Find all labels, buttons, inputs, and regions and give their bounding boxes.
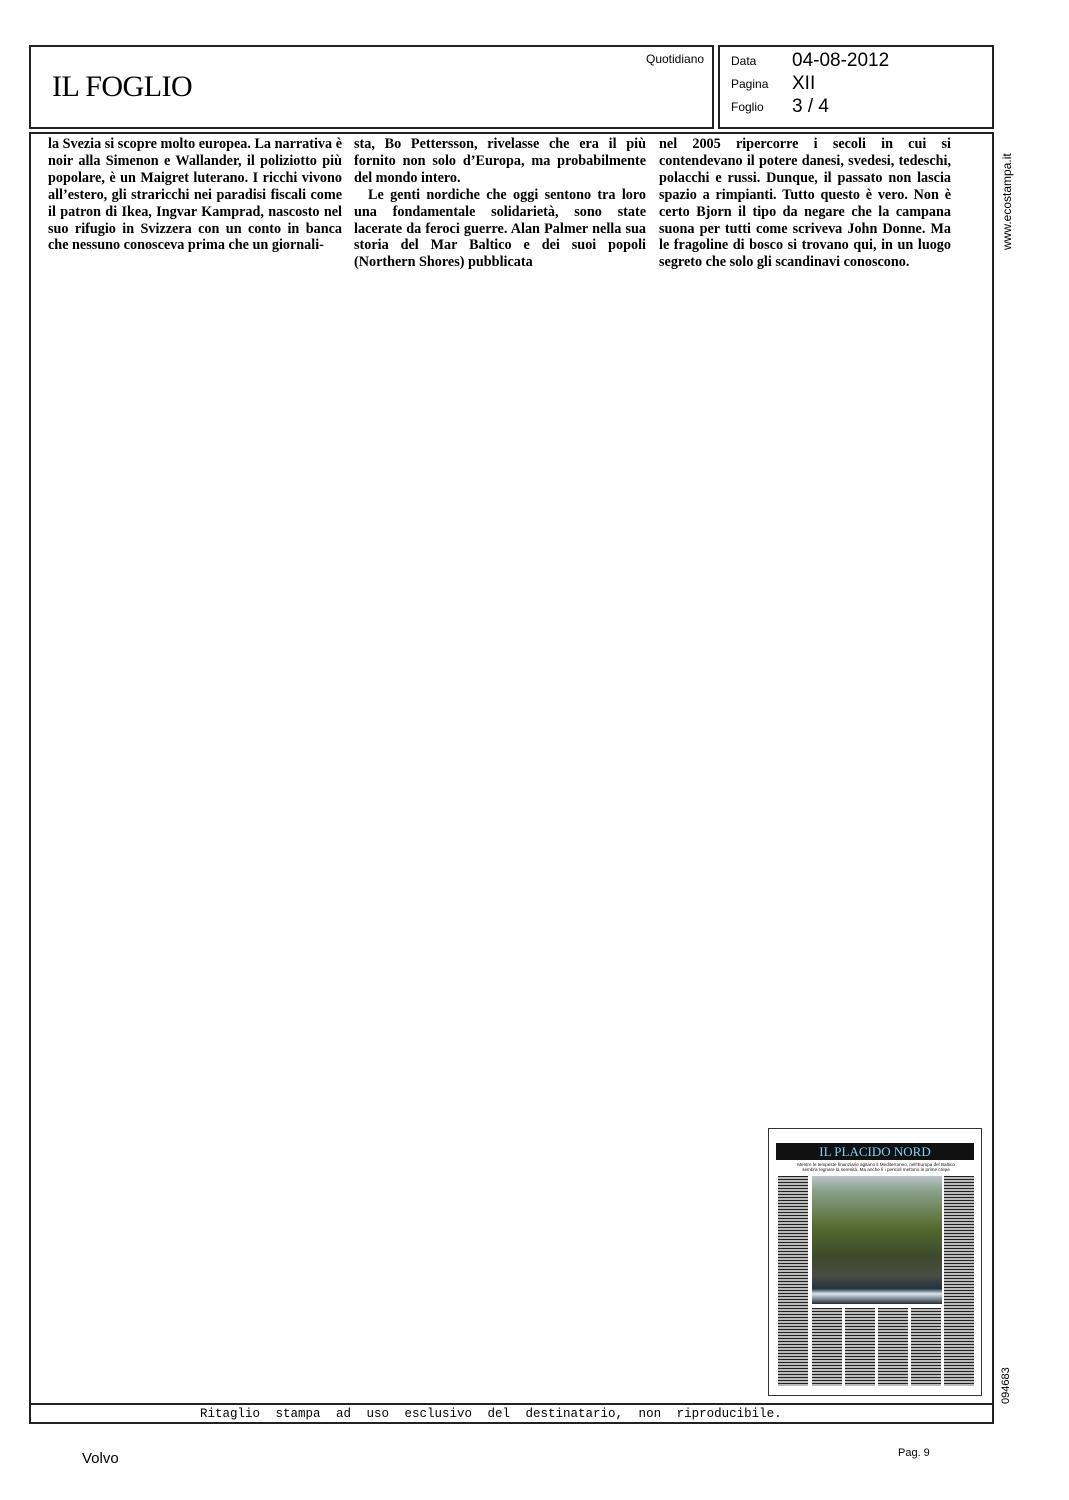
page-number: Pag. 9 [898, 1447, 930, 1459]
article-paragraph: Le genti nordiche che oggi sentono tra loro una fondamentale solidarietà, sono state lacerate da feroci guerre. Alan Palmer nella sua storia del Mar Baltico e dei suoi popoli (Northern Shores) pubblicata [354, 186, 646, 271]
meta-value-date: 04-08-2012 [792, 50, 890, 71]
thumbnail-text-column [944, 1176, 974, 1386]
thumbnail-text-column [845, 1308, 875, 1386]
thumbnail-subhead: Mentre le tempeste finanziarie agitano il Mediterraneo, nell’Europa del Baltico sembra regnare la serenità. Ma anche lì i pericoli mettono le prime crepe [797, 1162, 955, 1172]
meta-value-sheet: 3 / 4 [792, 96, 829, 117]
article-column-3 [659, 136, 951, 271]
article-column-2 [354, 136, 646, 271]
meta-label-date: Data [731, 54, 757, 68]
thumbnail-photo [812, 1176, 942, 1304]
thumbnail-text-column [911, 1308, 941, 1386]
article-paragraph: nel 2005 ripercorre i secoli in cui si contendevano il potere danesi, svedesi, tedeschi, polacchi e russi. Dunque, il passato non lascia spazio a rimpianti. Tutto questo è vero. Non è certo Bjorn il tipo da negare che la campana suona per tutti come scriveva John Donne. Ma le fragoline di bosco si trovano qui, in un luogo segreto che solo gli scandinavi conoscono. [659, 136, 951, 271]
meta-label-page: Pagina [731, 77, 769, 91]
footer-notice: Ritaglio stampa ad uso esclusivo del destinatario, non riproducibile. [200, 1407, 782, 1421]
publication-type: Quotidiano [646, 52, 705, 66]
article-column-1 [48, 136, 342, 254]
source-url: www.ecostampa.it [1000, 153, 1014, 250]
thumbnail-text-column [878, 1308, 908, 1386]
meta-value-page: XII [792, 73, 816, 94]
publication-title: IL FOGLIO [52, 70, 193, 103]
thumbnail-text-column [778, 1176, 808, 1386]
thumbnail-headline: IL PLACIDO NORD [776, 1143, 974, 1160]
clipping-code: 094683 [1000, 1367, 1012, 1404]
meta-label-sheet: Foglio [731, 100, 764, 114]
thumbnail-text-column [812, 1308, 842, 1386]
article-paragraph: sta, Bo Pettersson, rivelasse che era il più fornito non solo d’Europa, ma probabilmente del mondo intero. [354, 136, 646, 186]
client-name: Volvo [82, 1450, 119, 1467]
article-paragraph: la Svezia si scopre molto europea. La narrativa è noir alla Simenon e Wallander, il poliziotto più popolare, è un Maigret luterano. I ricchi vivono all’estero, gli straricchi nei paradisi fiscali come il patron di Ikea, Ingvar Kamprad, nascosto nel suo rifugio in Svizzera con un conto in banca che nessuno conosceva prima che un giornali- [48, 136, 342, 254]
